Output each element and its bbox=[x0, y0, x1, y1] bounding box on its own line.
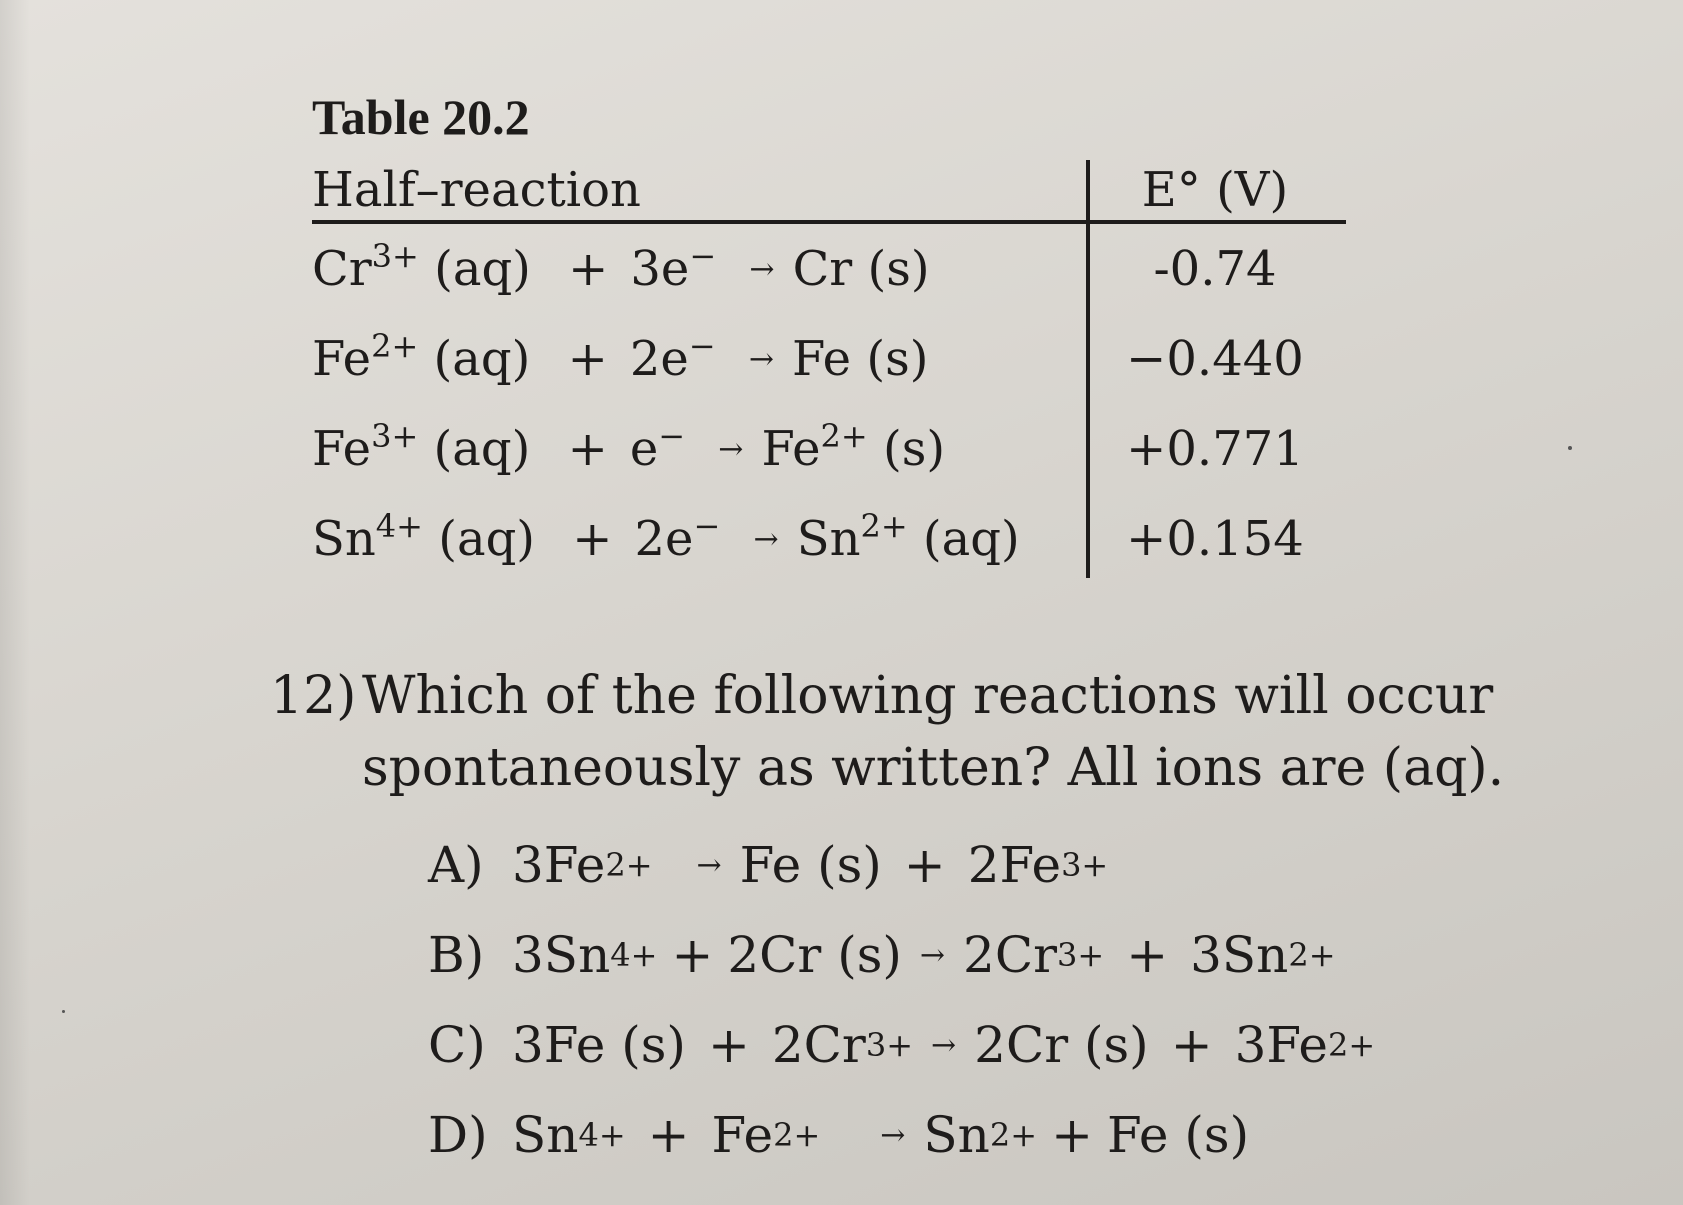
product-1: Sn bbox=[923, 1106, 990, 1164]
question-text-line-2: spontaneously as written? All ions are (aq). bbox=[362, 738, 1505, 798]
product-phase: (s) bbox=[867, 241, 930, 297]
choice-d[interactable]: D) Sn 4+ + Fe 2+ → Sn 2+ + Fe (s) bbox=[428, 1106, 1250, 1164]
table-title: Table 20.2 bbox=[312, 89, 530, 145]
plus-sign: + bbox=[567, 331, 608, 387]
plus-sign: + bbox=[572, 511, 613, 567]
reactant-1: Sn bbox=[512, 1106, 579, 1164]
product-phase: (s) bbox=[866, 331, 929, 387]
arrow-icon: → bbox=[749, 252, 775, 287]
reactant-2: Fe bbox=[711, 1106, 774, 1164]
header-half-reaction: Half–reaction bbox=[312, 162, 641, 218]
half-reaction-cell bbox=[312, 327, 1084, 387]
arrow-icon: → bbox=[748, 342, 774, 377]
reactant-2: 2Cr bbox=[771, 1016, 866, 1074]
plus-sign: + bbox=[903, 836, 946, 894]
product-1: 2Cr bbox=[963, 926, 1058, 984]
electrons: 3e bbox=[630, 241, 690, 297]
product-charge: 2+ bbox=[820, 417, 868, 455]
reactant-species: Sn bbox=[312, 511, 376, 567]
choice-c[interactable]: C) 3Fe (s) + 2Cr 3+ → 2Cr (s) + 3Fe 2+ bbox=[428, 1016, 1376, 1074]
reactant-phase: (aq) bbox=[433, 421, 531, 477]
electron-charge: − bbox=[693, 507, 721, 545]
choice-letter: D) bbox=[428, 1106, 488, 1164]
choice-letter: B) bbox=[428, 926, 485, 984]
question-12 bbox=[270, 660, 1530, 804]
product-phase: (s) bbox=[882, 421, 946, 477]
arrow-icon: → bbox=[880, 1117, 906, 1153]
question-text-line-1: Which of the following reactions will occur bbox=[362, 666, 1494, 726]
choice-a[interactable]: A) 3Fe 2+ → Fe (s) + 2Fe 3+ bbox=[428, 836, 1109, 894]
electron-charge: − bbox=[688, 327, 716, 365]
plus-sign: + bbox=[567, 421, 608, 477]
potential-value: +0.154 bbox=[1126, 511, 1304, 567]
product-phase: (aq) bbox=[922, 511, 1020, 567]
table-row bbox=[312, 224, 1346, 314]
plus-sign: + bbox=[568, 241, 609, 297]
arrow-icon: → bbox=[696, 847, 722, 883]
product-species: Sn bbox=[796, 511, 861, 567]
product-2: 3Fe bbox=[1234, 1016, 1328, 1074]
potential-value: -0.74 bbox=[1153, 241, 1277, 297]
reactant-species: Fe bbox=[312, 331, 372, 387]
choice-letter: A) bbox=[428, 836, 484, 894]
table-body bbox=[312, 160, 1346, 584]
reactant-phase: (aq) bbox=[438, 511, 536, 567]
product-species: Cr bbox=[792, 241, 853, 297]
product-charge: 2+ bbox=[860, 507, 908, 545]
reduction-potential-table bbox=[312, 89, 1346, 584]
electrons: e bbox=[629, 421, 659, 477]
reactant-charge: 4+ bbox=[375, 507, 423, 545]
arrow-icon: → bbox=[753, 522, 779, 557]
electrons: 2e bbox=[629, 331, 689, 387]
reactant-1: 3Sn bbox=[512, 926, 611, 984]
product-1: 2Cr (s) bbox=[974, 1016, 1149, 1074]
half-reaction-cell bbox=[312, 507, 1084, 567]
paper-speck bbox=[1568, 446, 1572, 450]
potential-value: +0.771 bbox=[1126, 421, 1304, 477]
electron-charge: − bbox=[658, 417, 686, 455]
paper-speck bbox=[62, 1010, 65, 1013]
electrons: 2e bbox=[634, 511, 694, 567]
plus-sign: + bbox=[707, 1016, 750, 1074]
reactant-charge: 2+ bbox=[371, 327, 419, 365]
potential-value: −0.440 bbox=[1126, 331, 1304, 387]
arrow-icon: → bbox=[919, 937, 946, 973]
table-header-row bbox=[312, 160, 1346, 224]
product-2: 3Sn bbox=[1190, 926, 1289, 984]
reactant-1: 3Fe (s) bbox=[512, 1016, 686, 1074]
choice-b[interactable]: B) 3Sn 4+ + 2Cr (s) → 2Cr 3+ + 3Sn 2+ bbox=[428, 926, 1336, 984]
plus-sign: + bbox=[1126, 926, 1169, 984]
plus-sign: + bbox=[647, 1106, 690, 1164]
answer-choices bbox=[428, 820, 1548, 1180]
half-reaction-cell bbox=[312, 237, 1084, 297]
question-number: 12) bbox=[270, 666, 357, 726]
plus-sign: + bbox=[671, 926, 714, 984]
electron-charge: − bbox=[689, 237, 717, 275]
table-row bbox=[312, 404, 1346, 494]
table-row bbox=[312, 314, 1346, 404]
reactant-phase: (aq) bbox=[433, 331, 531, 387]
table-vertical-rule bbox=[1086, 160, 1090, 578]
choice-letter: C) bbox=[428, 1016, 486, 1074]
plus-sign: + bbox=[1051, 1106, 1093, 1164]
reactant-species: Cr bbox=[312, 241, 372, 297]
arrow-icon: → bbox=[931, 1027, 957, 1063]
product-2: Fe (s) bbox=[1106, 1106, 1250, 1164]
page-edge-shadow bbox=[0, 0, 30, 1205]
reactant-2: 2Cr (s) bbox=[727, 926, 902, 984]
reactant-species: Fe bbox=[312, 421, 372, 477]
table-row bbox=[312, 494, 1346, 584]
product-2: 2Fe bbox=[967, 836, 1062, 894]
reactant-1: 3Fe bbox=[512, 836, 606, 894]
product-species: Fe bbox=[761, 421, 821, 477]
reactant-charge: 3+ bbox=[371, 417, 419, 455]
arrow-icon: → bbox=[718, 432, 744, 467]
reactant-phase: (aq) bbox=[434, 241, 531, 297]
reactant-charge: 3+ bbox=[371, 237, 419, 275]
plus-sign: + bbox=[1170, 1016, 1213, 1074]
header-potential: E° (V) bbox=[1141, 162, 1289, 218]
product-species: Fe bbox=[791, 331, 852, 387]
half-reaction-cell bbox=[312, 417, 1084, 477]
product-1: Fe (s) bbox=[739, 836, 882, 894]
